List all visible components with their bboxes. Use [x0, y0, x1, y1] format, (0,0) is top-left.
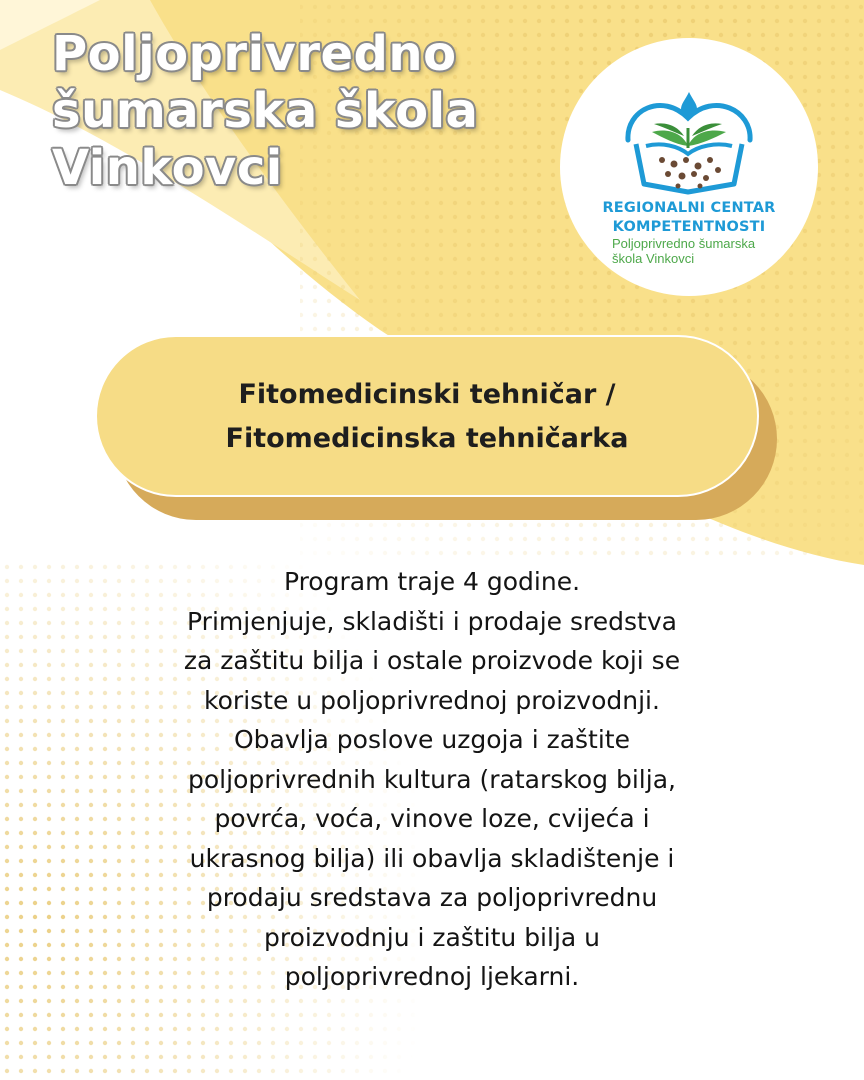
description-line: poljoprivrednih kultura (ratarskog bilja, — [188, 764, 676, 794]
program-title-line: Fitomedicinski tehničar / — [238, 379, 616, 410]
logo-subtitle — [612, 236, 782, 266]
school-title-line: šumarska škola — [52, 83, 479, 139]
program-description — [40, 562, 824, 997]
program-title-line: Fitomedicinska tehničarka — [225, 423, 629, 454]
logo-title-line: KOMPETENTNOSTI — [612, 219, 766, 235]
program-title-pill — [95, 335, 759, 497]
description-line: povrća, voća, vinove loze, cvijeća i — [214, 804, 650, 833]
school-title-line: Vinkovci — [52, 140, 283, 196]
description-line: koriste u poljoprivrednoj proizvodnji. — [204, 685, 660, 715]
description-line: prodaju sredstava za poljoprivrednu — [206, 883, 658, 912]
logo-subtitle-line: Poljoprivredno šumarska — [612, 236, 756, 251]
logo-title-line: REGIONALNI CENTAR — [602, 200, 776, 216]
description-line: za zaštitu bilja i ostale proizvode koji se — [183, 646, 681, 675]
description-line: Program traje 4 godine. — [283, 567, 581, 596]
school-title — [52, 26, 478, 197]
school-title-line: Poljoprivredno — [52, 26, 457, 82]
description-line: proizvodnju i zaštitu bilja u — [263, 922, 601, 952]
description-line: Primjenjuje, skladišti i prodaje sredstva — [187, 606, 677, 636]
description-line: Obavlja poslove uzgoja i zaštite — [233, 725, 630, 754]
open-book-with-plant-and-water-drop-icon — [622, 88, 756, 200]
description-line: ukrasnog bilja) ili obavlja skladištenje i — [189, 843, 675, 873]
program-title — [97, 373, 757, 461]
school-logo — [560, 38, 818, 296]
description-line: poljoprivrednoj ljekarni. — [284, 962, 580, 991]
logo-subtitle-line: škola Vinkovci — [612, 251, 695, 266]
